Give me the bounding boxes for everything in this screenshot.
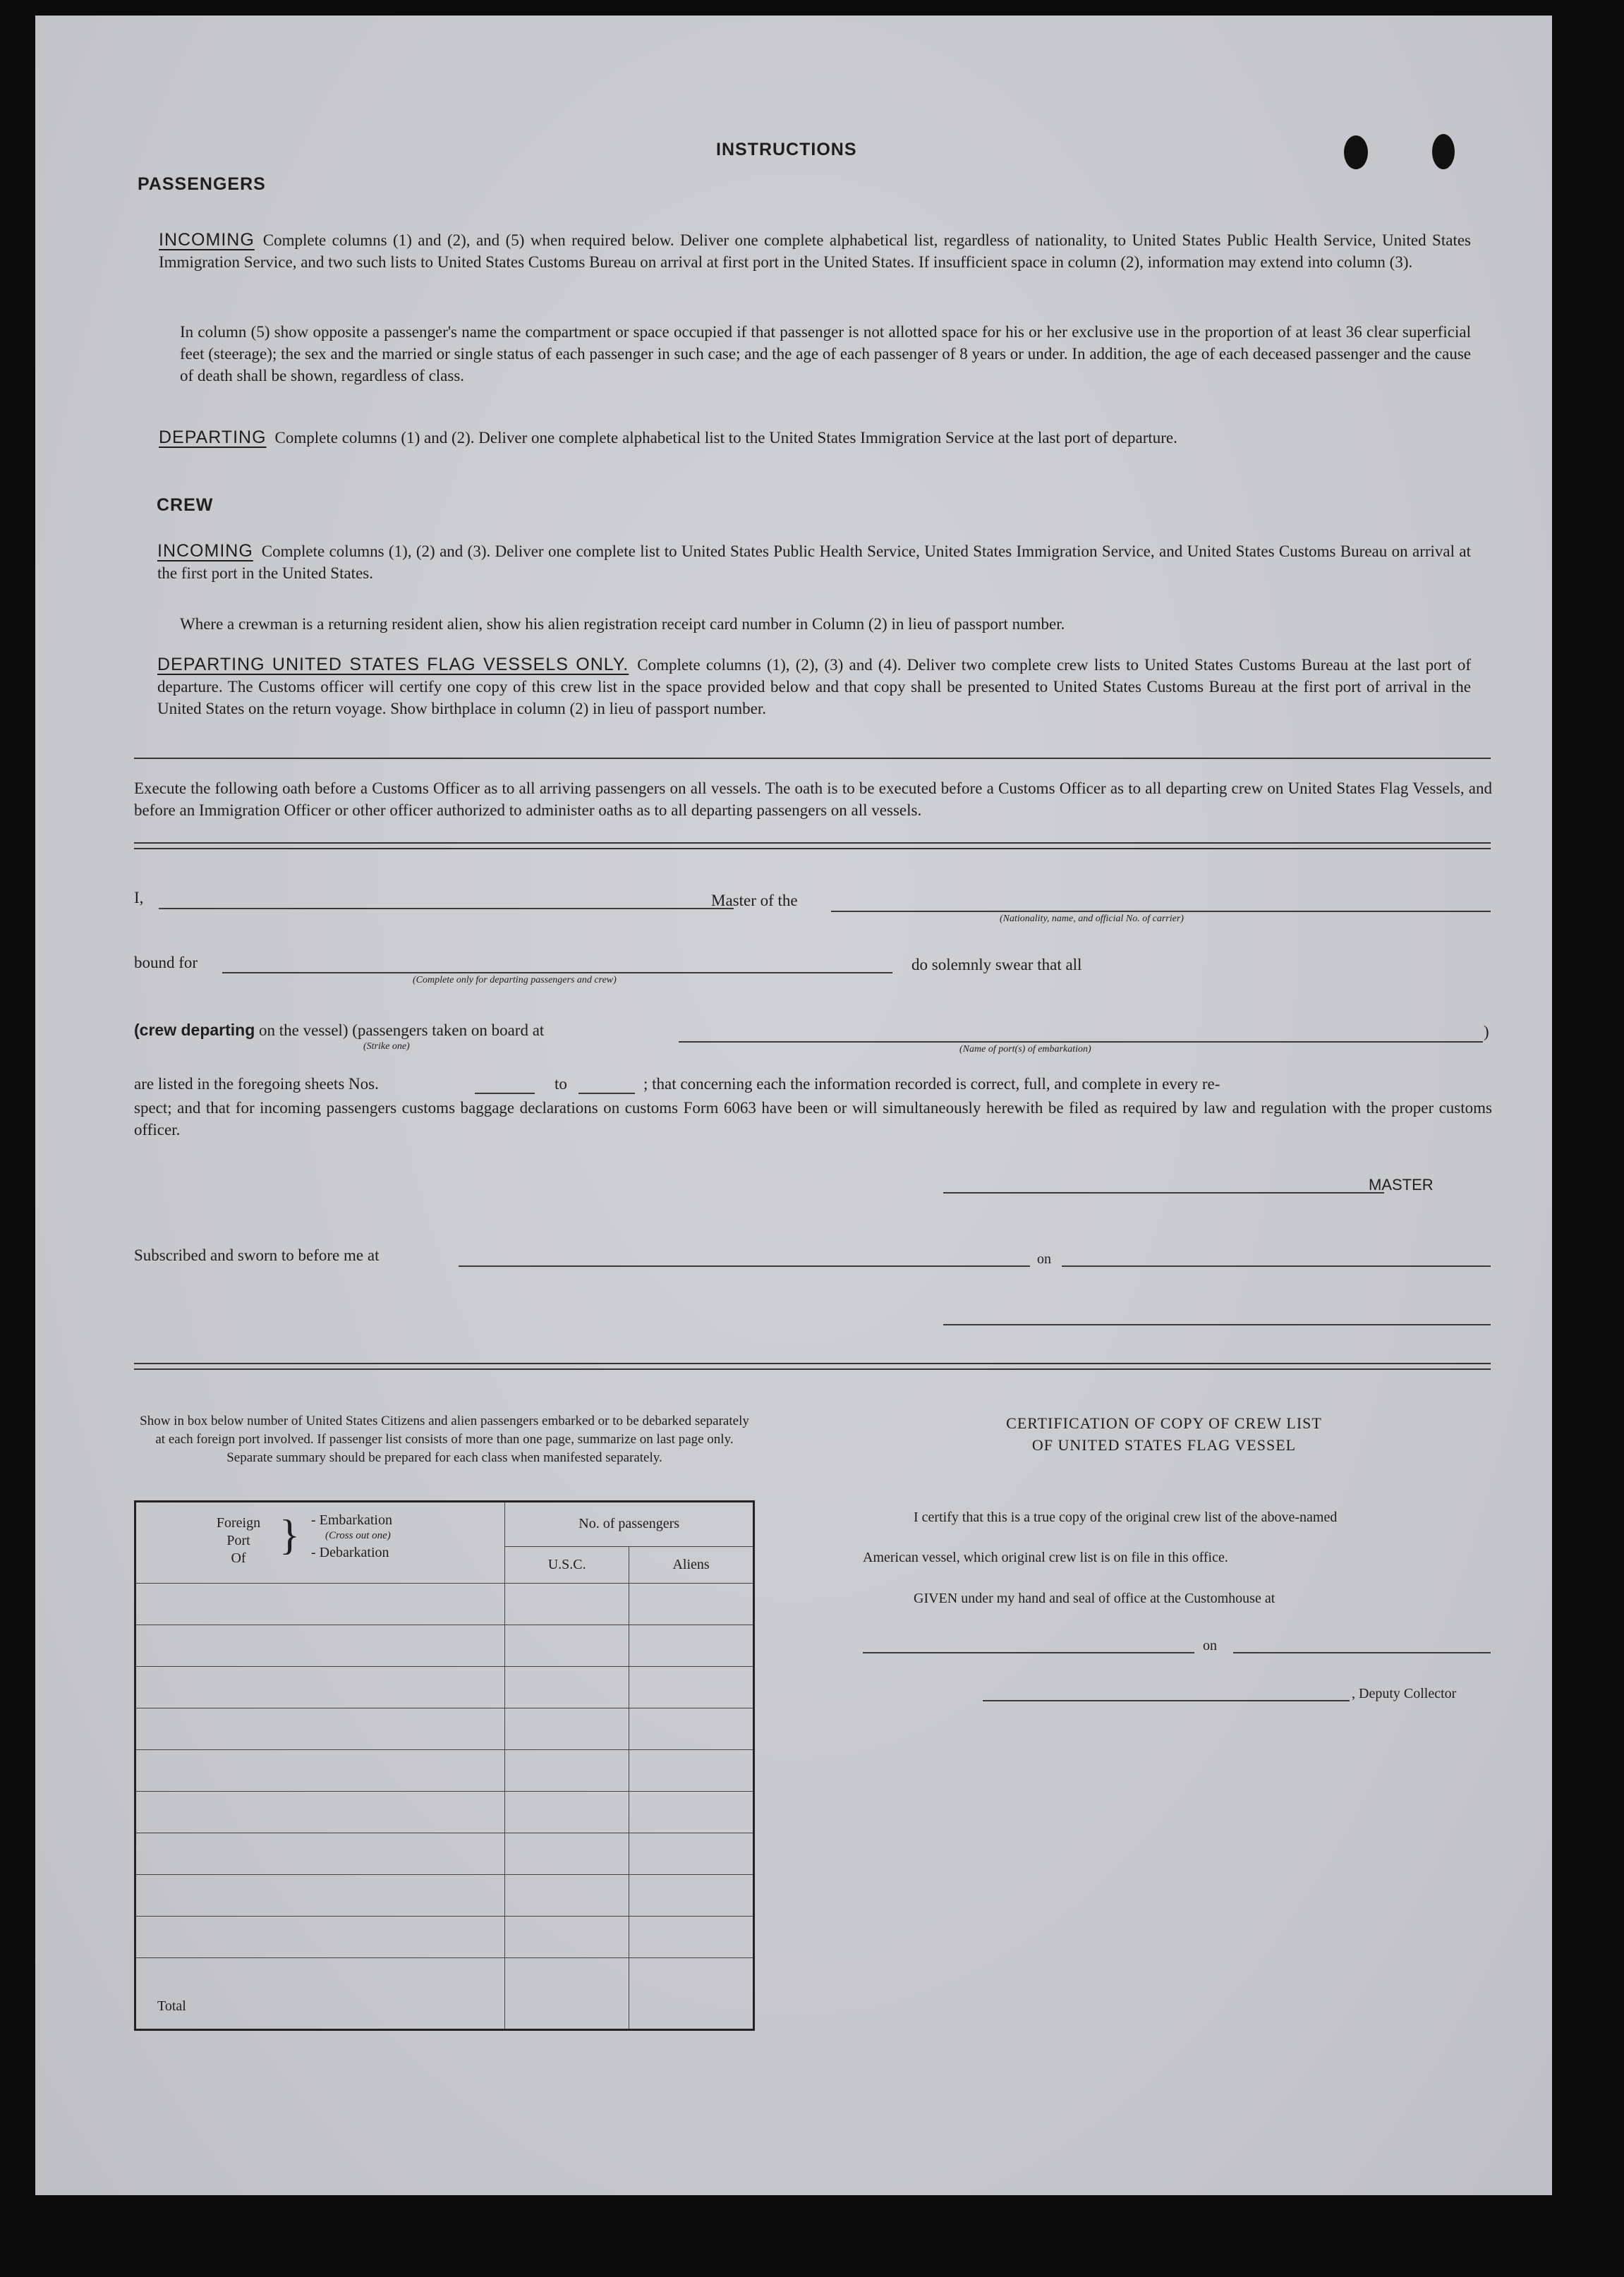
passengers-departing-paragraph [159, 427, 1471, 449]
foreign-port-header [135, 1502, 505, 1584]
listed-to: to [555, 1075, 567, 1093]
table-row [135, 1584, 754, 1625]
section-divider [134, 758, 1491, 759]
embarkation-label: - Embarkation [311, 1512, 392, 1528]
foreign-port-label: Foreign Port Of [216, 1515, 261, 1566]
table-row [135, 1750, 754, 1792]
cross-out-label: (Cross out one) [325, 1530, 391, 1541]
table-row [135, 1667, 754, 1708]
double-divider [134, 842, 1491, 849]
master-signature-blank [943, 1192, 1384, 1194]
certification-date-blank [1233, 1652, 1491, 1653]
listed-b: ; that concerning each the information recorded is correct, full, and complete in every re- [643, 1075, 1220, 1093]
instructions-title: INSTRUCTIONS [716, 140, 857, 159]
document-page [35, 16, 1552, 2195]
crew-incoming-text: Complete columns (1), (2) and (3). Deliver one complete list to United States Public Health Service, United States Immigration Service, and United States Customs Bureau on arrival at the first port in the United States. [157, 542, 1471, 582]
deputy-signature-blank [983, 1700, 1350, 1701]
port-blank [679, 1041, 1483, 1043]
passengers-incoming-paragraph [159, 229, 1471, 273]
crew-incoming-note: Where a crewman is a returning resident alien, show his alien registration receipt card number in Column (2) in lieu of passport number. [180, 615, 1065, 633]
oath-i: I, [134, 889, 144, 906]
crew-departing-label: DEPARTING UNITED STATES FLAG VESSELS ONLY. [157, 655, 629, 674]
passengers-incoming-note: In column (5) show opposite a passenger's name the compartment or space occupied if that passenger is not allotted space for his or her exclusive use in the proportion of at least 36 clear superficial feet (steerage); the sex and the married or single status of each passenger in such case; and the age of each passenger of 8 years or under. In addition, the age of each deceased passenger and the cause of death shall be shown, regardless of class. [180, 323, 1471, 384]
passengers-incoming-label: INCOMING [159, 230, 255, 250]
crew-departing-paragraph [157, 654, 1471, 719]
officer-signature-blank [943, 1324, 1491, 1325]
crew-incoming-label: INCOMING [157, 541, 253, 561]
deputy-collector-label: , Deputy Collector [1352, 1686, 1457, 1701]
listed-a: are listed in the foregoing sheets Nos. [134, 1075, 379, 1093]
passenger-summary-table [134, 1500, 755, 2031]
crew-heading: CREW [157, 495, 214, 515]
table-row [135, 1917, 754, 1958]
sworn-place-blank [459, 1265, 1030, 1267]
sheet-from-blank [475, 1093, 535, 1094]
passengers-departing-text: Complete columns (1) and (2). Deliver one complete alphabetical list to the United States Immigration Service at the last port of departure. [274, 429, 1177, 447]
double-divider-lower [134, 1363, 1491, 1370]
ink-blot [1432, 134, 1455, 169]
table-row [135, 1625, 754, 1667]
strike-one-caption: (Strike one) [363, 1041, 410, 1052]
sworn-date-blank [1062, 1265, 1491, 1267]
subscribed-text: Subscribed and sworn to before me at [134, 1246, 380, 1264]
debarkation-label: - Debarkation [311, 1545, 389, 1560]
ink-blot [1344, 135, 1368, 169]
table-row [135, 1708, 754, 1750]
certification-line-3: GIVEN under my hand and seal of office at the Customhouse at [914, 1591, 1275, 1606]
name-blank [159, 908, 734, 909]
usc-header: U.S.C. [505, 1546, 629, 1583]
certification-title-1: CERTIFICATION OF COPY OF CREW LIST [1006, 1414, 1322, 1432]
passengers-incoming-text: Complete columns (1) and (2), and (5) when required below. Deliver one complete alphabetical list, regardless of nationality, to United States Public Health Service, United States Immigration Service, and two such lists to United States Customs Bureau on arrival at first port in the United States. If insufficient space in column (2), information may extend into column (3). [159, 231, 1471, 271]
passengers-departing-label: DEPARTING [159, 427, 267, 447]
passengers-taken: (passengers taken on board at [352, 1021, 545, 1039]
sheet-to-blank [578, 1093, 635, 1094]
bound-caption: (Complete only for departing passengers and crew) [413, 975, 617, 985]
crew-departing-option [134, 1021, 544, 1040]
certification-title-2: OF UNITED STATES FLAG VESSEL [1031, 1436, 1297, 1454]
nationality-caption: (Nationality, name, and official No. of carrier) [1000, 913, 1184, 924]
brace: } [279, 1512, 300, 1558]
on-the-vessel: on the vessel) [259, 1021, 349, 1039]
passengers-heading: PASSENGERS [138, 174, 266, 194]
certification-line-2: American vessel, which original crew list is on file in this office. [863, 1550, 1228, 1565]
listed-c: spect; and that for incoming passengers customs baggage declarations on customs Form 6063 have been or will simultaneously herewith be filed as required by law and regulation with the proper customs officer. [134, 1099, 1492, 1138]
table-row [135, 1833, 754, 1875]
table-row-total [135, 1958, 754, 2030]
swear-text: do solemnly swear that all [911, 956, 1082, 973]
oath-intro: Execute the following oath before a Customs Officer as to all arriving passengers on all vessels. The oath is to be executed before a Customs Officer as to all departing crew on United States Flag Vessels, and before an Immigration Officer or other officer authorized to administer oaths as to all departing passengers on all vessels. [134, 779, 1492, 819]
table-row [135, 1792, 754, 1833]
crew-incoming-paragraph [157, 540, 1471, 584]
port-caption: (Name of port(s) of embarkation) [959, 1044, 1091, 1055]
total-label: Total [135, 1958, 505, 2030]
crew-departing-text: Complete columns (1), (2), (3) and (4). Deliver two complete crew lists to United States Customs Bureau at the last port of departure. The Customs officer will certify one copy of this crew list in the space provided below and that copy shall be presented to United States Customs Bureau at the first port of arrival in the United States on the return voyage. Show birthplace in column (2) in lieu of passport number. [157, 656, 1471, 717]
vessel-blank [831, 911, 1491, 912]
master-of-the: Master of the [711, 892, 798, 909]
summary-instructions: Show in box below number of United States Citizens and alien passengers embarked or to be debarked separately at each foreign port involved. If passenger list consists of more than one page, summarize on last page only. Separate summary should be prepared for each class when manifested separately. [140, 1414, 749, 1465]
customhouse-blank [863, 1652, 1194, 1653]
close-paren: ) [1484, 1023, 1489, 1040]
certification-on: on [1203, 1638, 1217, 1653]
bound-for-blank [222, 972, 892, 973]
master-label: MASTER [1369, 1176, 1434, 1194]
certification-line-1: I certify that this is a true copy of the original crew list of the above-named [914, 1510, 1338, 1525]
bound-for: bound for [134, 954, 198, 971]
sworn-on: on [1037, 1251, 1051, 1267]
crew-departing-bold: (crew departing [134, 1021, 255, 1039]
no-of-passengers-header: No. of passengers [505, 1502, 754, 1547]
table-row [135, 1875, 754, 1917]
aliens-header: Aliens [629, 1546, 754, 1583]
